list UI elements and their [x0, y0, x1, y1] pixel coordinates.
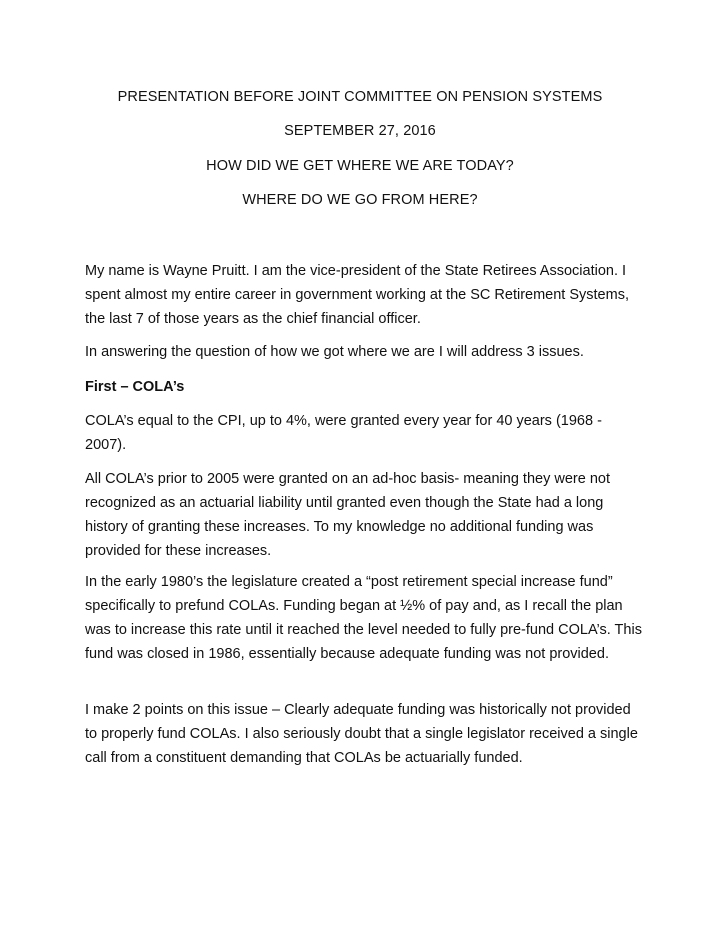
- paragraph-special-increase-fund: In the early 1980’s the legislature created a “post retirement special increase fund” specifically to prefund COLAs. Funding began at ½% of pay and, as I recall the plan was to increase this rate until it reached the level needed to fully pre-fund COLA’s. This fund was closed in 1986, essentially because adequate funding was not provided.: [85, 574, 642, 662]
- document-date: SEPTEMBER 27, 2016: [284, 123, 436, 139]
- document-title: PRESENTATION BEFORE JOINT COMMITTEE ON PENSION SYSTEMS: [117, 89, 603, 105]
- document-subtitle: HOW DID WE GET WHERE WE ARE TODAY?: [206, 158, 514, 174]
- paragraph-ad-hoc: All COLA’s prior to 2005 were granted on an ad-hoc basis- meaning they were not recognized as an actuarial liability until granted even though the State had a long history of granting these increases. To my knowledge no additional funding was provided for these increases.: [85, 471, 610, 559]
- paragraph-issues: In answering the question of how we got where we are I will address 3 issues.: [85, 344, 584, 360]
- section-heading: First – COLA’s: [85, 379, 185, 395]
- document-subtitle-2: WHERE DO WE GO FROM HERE?: [242, 192, 478, 208]
- paragraph-points: I make 2 points on this issue – Clearly adequate funding was historically not provided to properly fund COLAs. I also seriously doubt that a single legislator received a single call from a constituent demanding that COLAs be actuarially funded.: [85, 702, 638, 766]
- paragraph-introduction: My name is Wayne Pruitt. I am the vice-president of the State Retirees Association. I spent almost my entire career in government working at the SC Retirement Systems, the last 7 of those years as the chief financial officer.: [85, 263, 629, 327]
- paragraph-cola-cpi: COLA’s equal to the CPI, up to 4%, were granted every year for 40 years (1968 - 2007).: [85, 413, 602, 453]
